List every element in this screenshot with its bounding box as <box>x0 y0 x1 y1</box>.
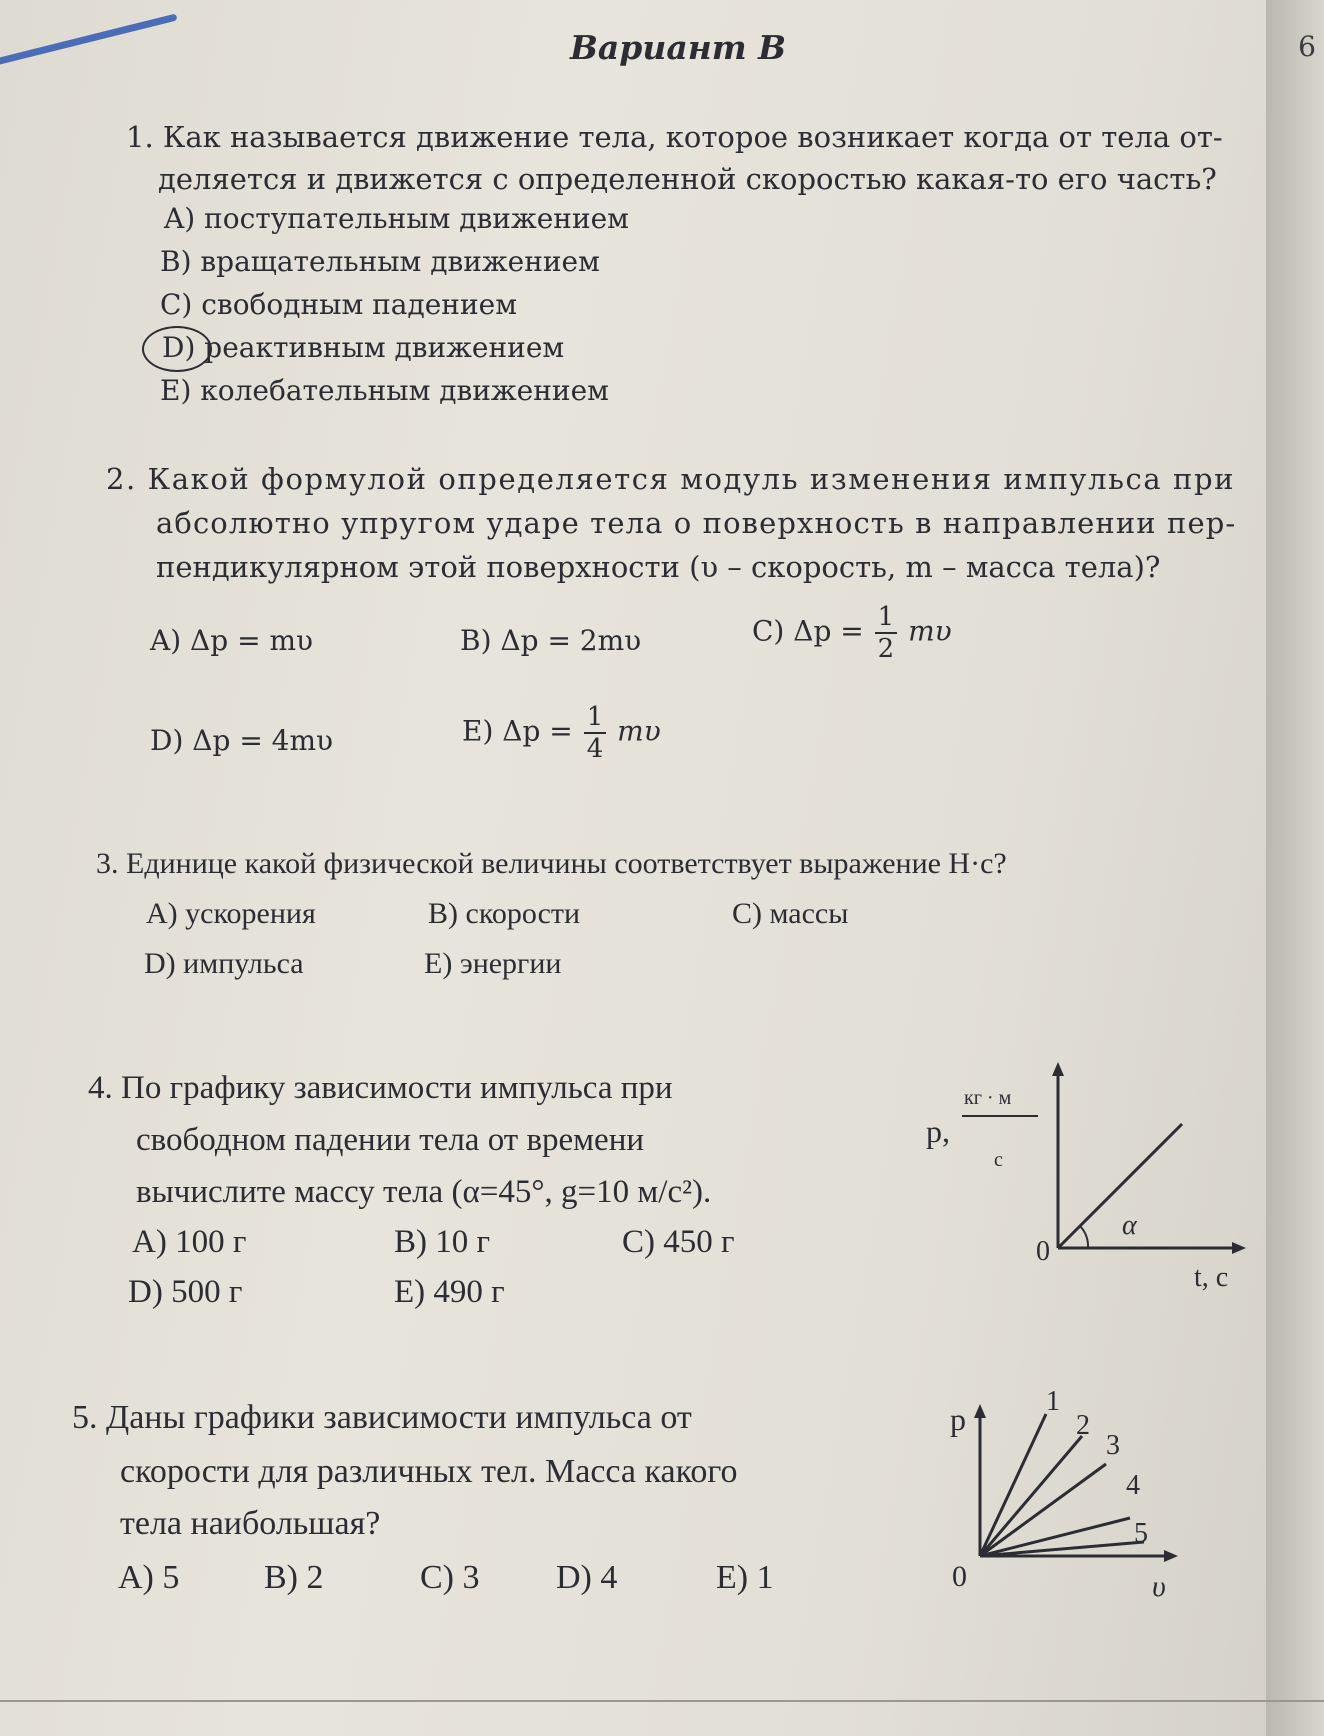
q2-text-line2: абсолютно упругом ударе тела о поверхность в направлении пер- <box>156 506 1237 540</box>
q4-option-a[interactable]: A) 100 г <box>132 1224 247 1260</box>
q5-option-e[interactable]: E) 1 <box>716 1559 774 1596</box>
q1-option-e[interactable]: E) колебательным движением <box>160 374 609 407</box>
q4-option-d[interactable]: D) 500 г <box>128 1274 243 1310</box>
q2-option-a[interactable]: A) Δp = mυ <box>150 624 314 657</box>
q2-option-c[interactable] <box>752 602 952 664</box>
q3-option-b[interactable]: B) скорости <box>428 897 581 930</box>
q4-option-b[interactable]: B) 10 г <box>394 1224 491 1260</box>
q2-e-denominator: 4 <box>586 734 604 764</box>
q4-graph <box>900 1060 1260 1310</box>
q2-e-fraction <box>584 702 607 764</box>
q5-text-line2: скорости для различных тел. Масса какого <box>120 1453 738 1490</box>
q5-option-a[interactable]: A) 5 <box>118 1559 180 1596</box>
q4-y-unit-num: кг · м <box>964 1087 1012 1109</box>
q4-y-arrow <box>1052 1062 1064 1076</box>
q1-option-c[interactable]: C) свободным падением <box>160 288 517 321</box>
q1-option-d[interactable]: D) реактивным движением <box>162 331 565 364</box>
q5-graph <box>930 1390 1200 1620</box>
q4-option-c[interactable]: C) 450 г <box>622 1224 735 1260</box>
q4-x-arrow <box>1232 1242 1246 1254</box>
q2-c-suffix: mυ <box>908 614 952 648</box>
q4-angle-label: α <box>1122 1210 1137 1241</box>
q4-x-label: t, с <box>1194 1262 1229 1293</box>
q4-angle-arc <box>1080 1226 1088 1248</box>
q5-line-1 <box>980 1414 1046 1556</box>
q2-text-line3: пендикулярном этой поверхности (υ – скорость, m – масса тела)? <box>156 550 1161 584</box>
q5-lines <box>980 1390 1148 1556</box>
page-bottom-rule <box>0 1700 1324 1702</box>
q4-y-label: p, <box>926 1113 950 1149</box>
pen-mark <box>0 13 178 73</box>
q2-c-prefix: C) Δp = <box>752 614 864 648</box>
q5-line-label-3: 3 <box>1106 1430 1120 1461</box>
q4-text-line3: вычислите массу тела (α=45°, g=10 м/с²). <box>136 1174 712 1210</box>
q5-y-label: p <box>950 1401 966 1437</box>
q3-option-c[interactable]: C) массы <box>732 897 849 930</box>
q5-option-c[interactable]: C) 3 <box>420 1559 480 1596</box>
q5-line-label-4: 4 <box>1126 1470 1140 1501</box>
q4-option-e[interactable]: E) 490 г <box>394 1274 505 1310</box>
q5-origin: 0 <box>952 1560 967 1593</box>
q2-text-line1: 2. Какой формулой определяется модуль изменения импульса при <box>106 462 1236 496</box>
q5-line-label-5: 5 <box>1134 1518 1148 1549</box>
q2-e-numerator: 1 <box>584 702 607 734</box>
q2-e-suffix: mυ <box>617 714 661 748</box>
q4-line <box>1058 1124 1182 1248</box>
q5-option-b[interactable]: B) 2 <box>264 1559 324 1596</box>
page-number: 6 <box>1298 30 1316 63</box>
q2-c-fraction <box>875 602 898 664</box>
q5-text-line3: тела наибольшая? <box>120 1505 381 1542</box>
q5-y-arrow <box>974 1404 986 1418</box>
q1-text-line1: 1. Как называется движение тела, которое возникает когда от тела от- <box>126 120 1223 154</box>
q2-option-d[interactable]: D) Δp = 4mυ <box>150 724 334 757</box>
q5-line-label-2: 2 <box>1076 1410 1090 1441</box>
q3-option-a[interactable]: A) ускорения <box>146 897 316 930</box>
q3-text-line1: 3. Единице какой физической величины соответствует выражение Н·с? <box>96 847 1007 880</box>
q1-option-a[interactable]: A) поступательным движением <box>164 202 629 235</box>
q5-line-2 <box>980 1436 1082 1556</box>
q4-text-line1: 4. По графику зависимости импульса при <box>88 1070 673 1106</box>
q2-option-e[interactable] <box>462 702 661 764</box>
q1-text-line2: деляется и движется с определенной скоростью какая-то его часть? <box>158 162 1217 196</box>
q1-option-b[interactable]: B) вращательным движением <box>160 245 600 278</box>
q3-option-e[interactable]: E) энергии <box>424 947 562 980</box>
q2-c-denominator: 2 <box>877 634 895 664</box>
page-title: Вариант B <box>570 28 787 67</box>
page-edge <box>1266 0 1324 1736</box>
q4-origin: 0 <box>1036 1236 1050 1267</box>
q3-option-d[interactable]: D) импульса <box>144 947 304 980</box>
q5-line-label-1: 1 <box>1046 1390 1060 1417</box>
q5-option-d[interactable]: D) 4 <box>556 1559 618 1596</box>
q4-text-line2: свободном падении тела от времени <box>136 1122 645 1158</box>
q5-text-line1: 5. Даны графики зависимости импульса от <box>72 1399 692 1436</box>
q2-c-numerator: 1 <box>875 602 898 634</box>
q5-x-label: υ <box>1152 1570 1166 1603</box>
q2-option-b[interactable]: B) Δp = 2mυ <box>460 624 642 657</box>
q5-line-3 <box>980 1464 1106 1556</box>
q4-y-unit-den: с <box>994 1149 1003 1171</box>
q2-e-prefix: E) Δp = <box>462 714 573 748</box>
q5-x-arrow <box>1164 1550 1178 1562</box>
